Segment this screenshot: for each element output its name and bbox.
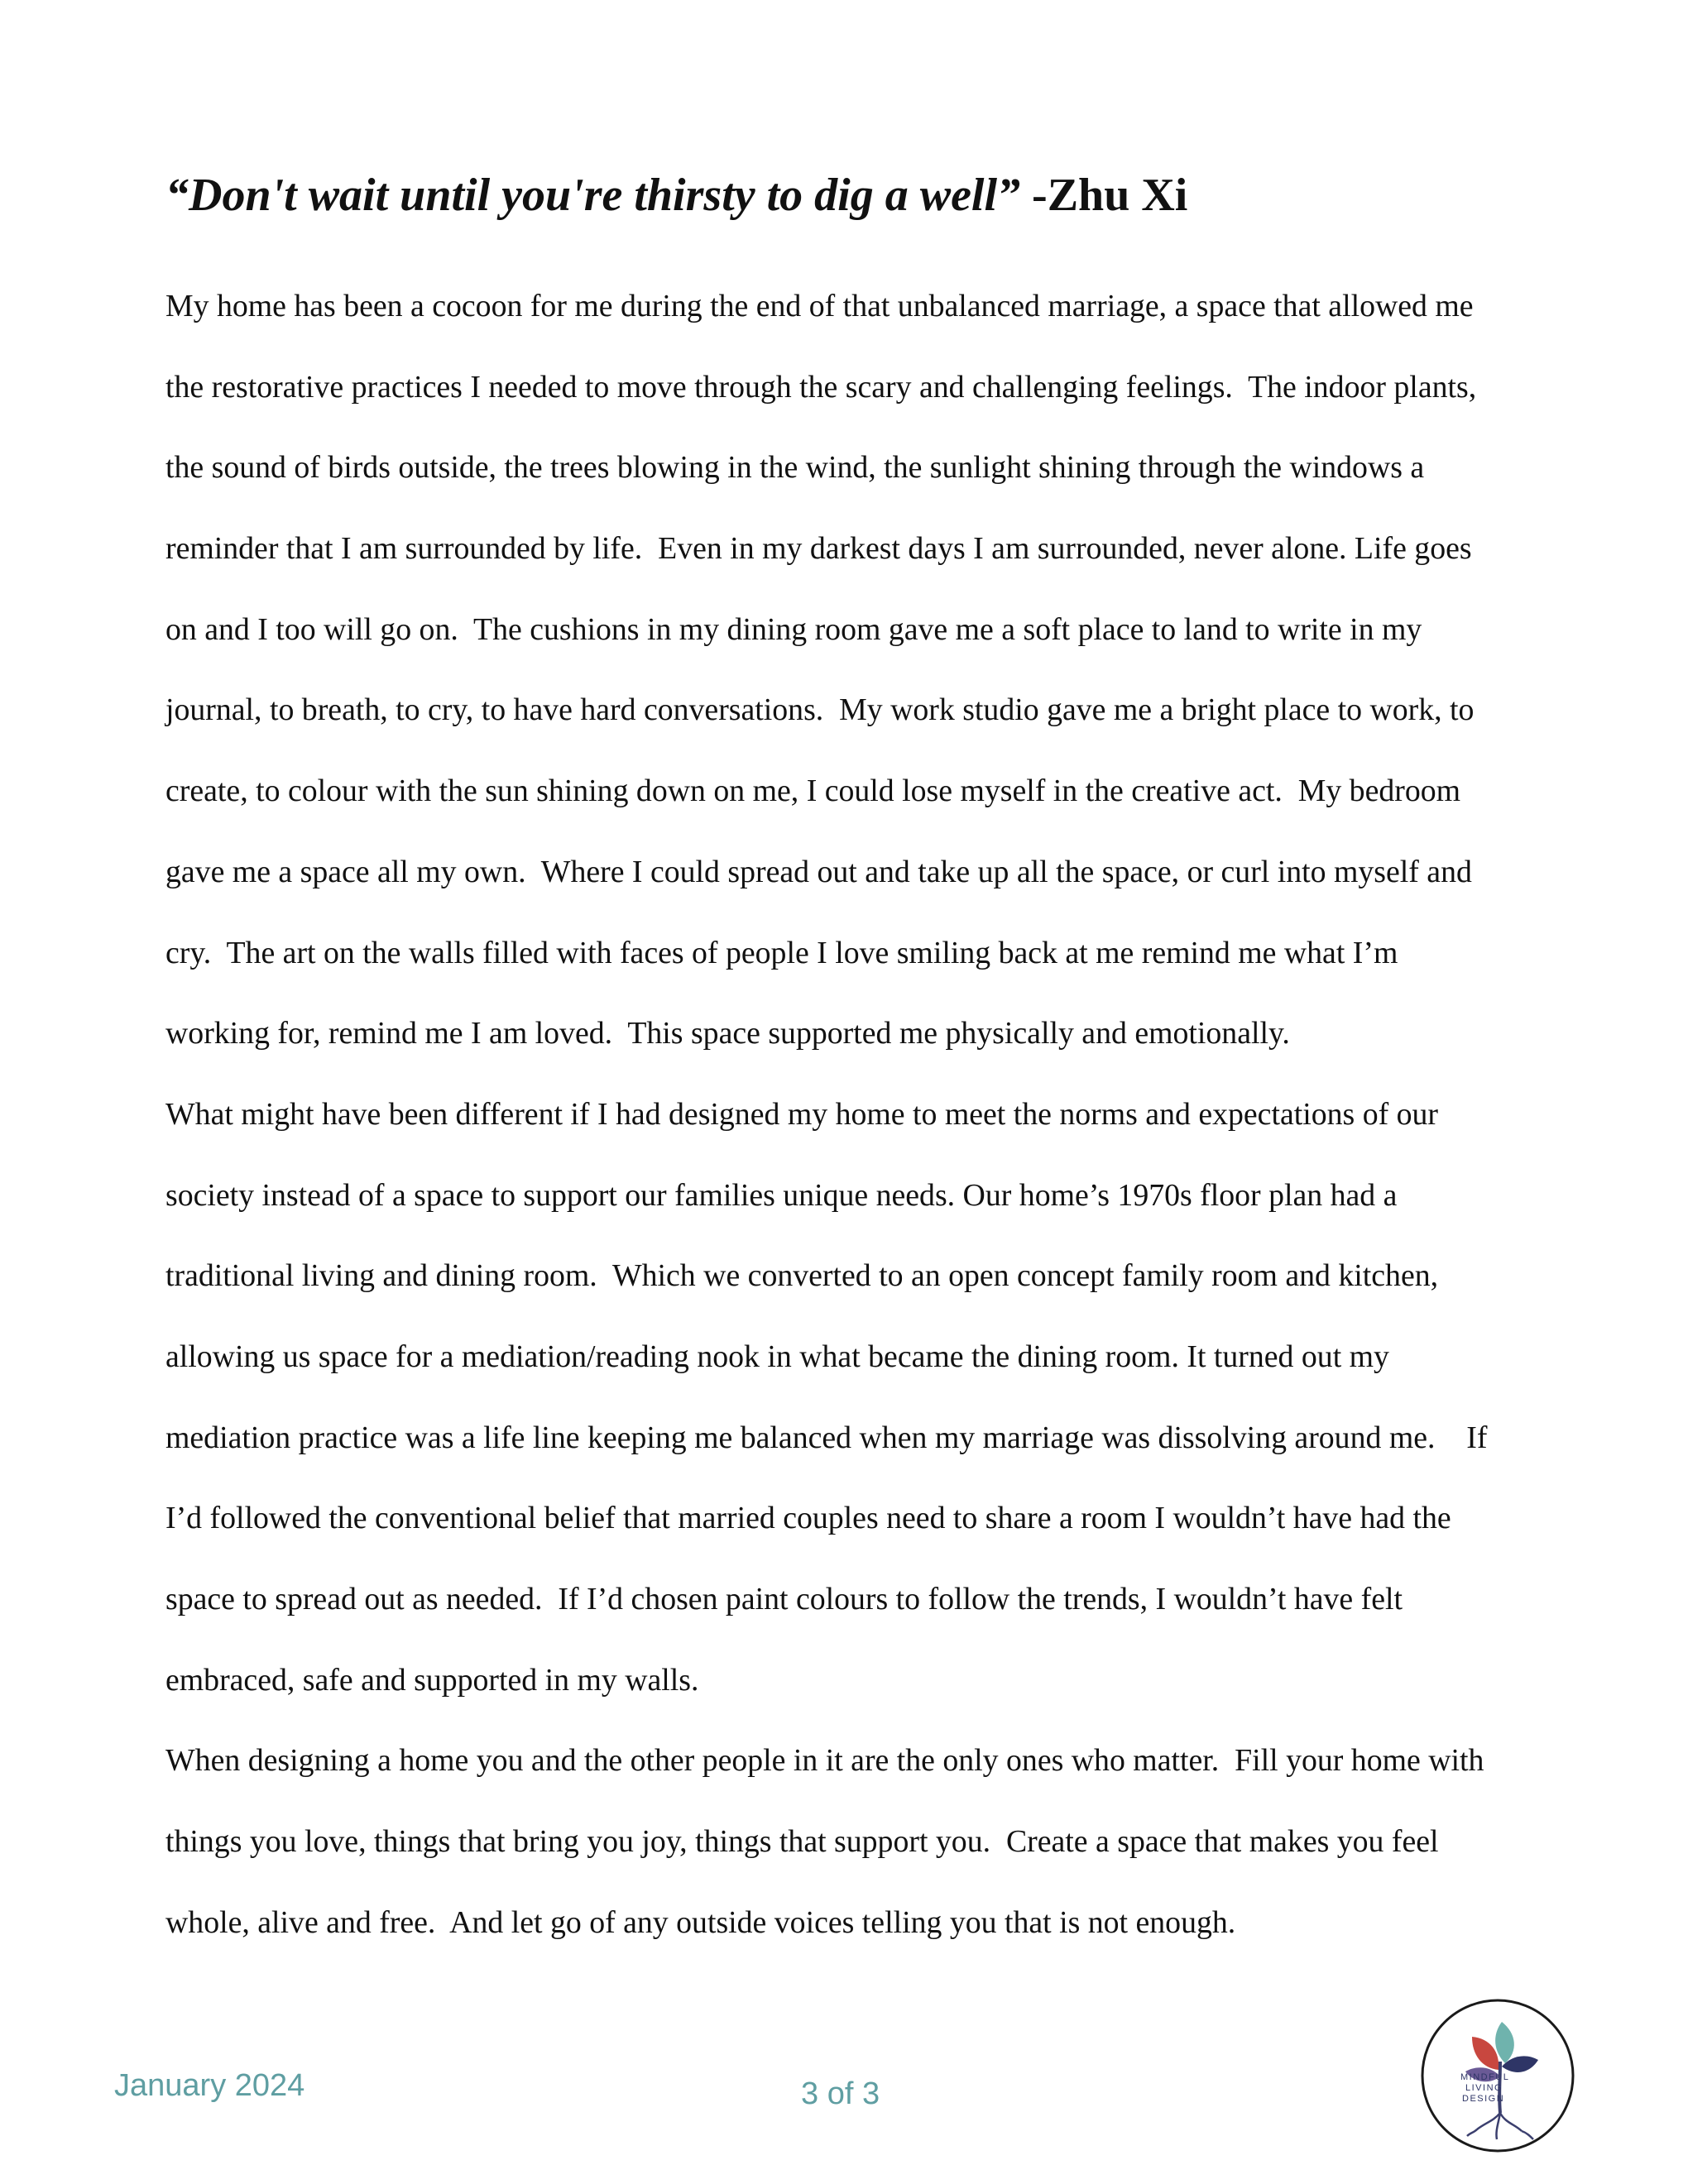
body-line: traditional living and dining room. Which we converted to an open concept family room and kitchen, [165, 1258, 1439, 1294]
body-line: cry. The art on the walls filled with faces of people I love smiling back at me remind me what I’m [165, 935, 1398, 970]
body-line: I’d followed the conventional belief that married couples need to share a room I wouldn’t have had the [165, 1501, 1451, 1536]
body-line: whole, alive and free. And let go of any outside voices telling you that is not enough. [165, 1904, 1236, 1940]
footer-date: January 2024 [114, 2068, 305, 2103]
page-heading [165, 162, 1187, 228]
body-text [165, 266, 1572, 1963]
logo-text-mindful: MINDFUL [1460, 2072, 1510, 2082]
body-line: embraced, safe and supported in my walls. [165, 1662, 699, 1698]
body-line: on and I too will go on. The cushions in my dining room gave me a soft place to land to write in my [165, 611, 1422, 647]
logo-text-design: DESIGN [1462, 2094, 1505, 2104]
body-line: reminder that I am surrounded by life. Even in my darkest days I am surrounded, never alone. Life goes [165, 531, 1472, 567]
body-line: My home has been a cocoon for me during the end of that unbalanced marriage, a space that allowed me [165, 289, 1474, 323]
logo-text-living: LIVING [1465, 2083, 1503, 2093]
body-line: create, to colour with the sun shining down on me, I could lose myself in the creative act. My bedroom [165, 774, 1461, 809]
body-line: working for, remind me I am loved. This space supported me physically and emotionally. [165, 1016, 1290, 1051]
body-line: When designing a home you and the other people in it are the only ones who matter. Fill your home with [165, 1743, 1484, 1779]
heading-attribution: -Zhu Xi [1020, 170, 1188, 221]
body-line: things you love, things that bring you joy, things that support you. Create a space that makes you feel [165, 1824, 1439, 1860]
body-line: society instead of a space to support our families unique needs. Our home’s 1970s floor plan had a [165, 1177, 1398, 1213]
body-line: mediation practice was a life line keeping me balanced when my marriage was dissolving around me. If [165, 1420, 1488, 1455]
heading-quote: “Don't wait until you're thirsty to dig a well” [165, 170, 1021, 221]
body-line: What might have been different if I had designed my home to meet the norms and expectations of our [165, 1096, 1439, 1132]
page-indicator: 3 of 3 [801, 2076, 880, 2111]
body-line: space to spread out as needed. If I’d chosen paint colours to follow the trends, I wouldn’t have felt [165, 1582, 1403, 1616]
body-line: allowing us space for a mediation/reading nook in what became the dining room. It turned out my [165, 1339, 1389, 1374]
body-line: the sound of birds outside, the trees blowing in the wind, the sunlight shining through the windows a [165, 450, 1425, 486]
body-line: journal, to breath, to cry, to have hard conversations. My work studio gave me a bright place to work, to [165, 692, 1475, 728]
mindful-living-design-logo [1419, 1997, 1576, 2154]
body-line: gave me a space all my own. Where I could spread out and take up all the space, or curl into myself and [165, 854, 1472, 889]
body-line: the restorative practices I needed to move through the scary and challenging feelings. The indoor plants, [165, 369, 1477, 405]
